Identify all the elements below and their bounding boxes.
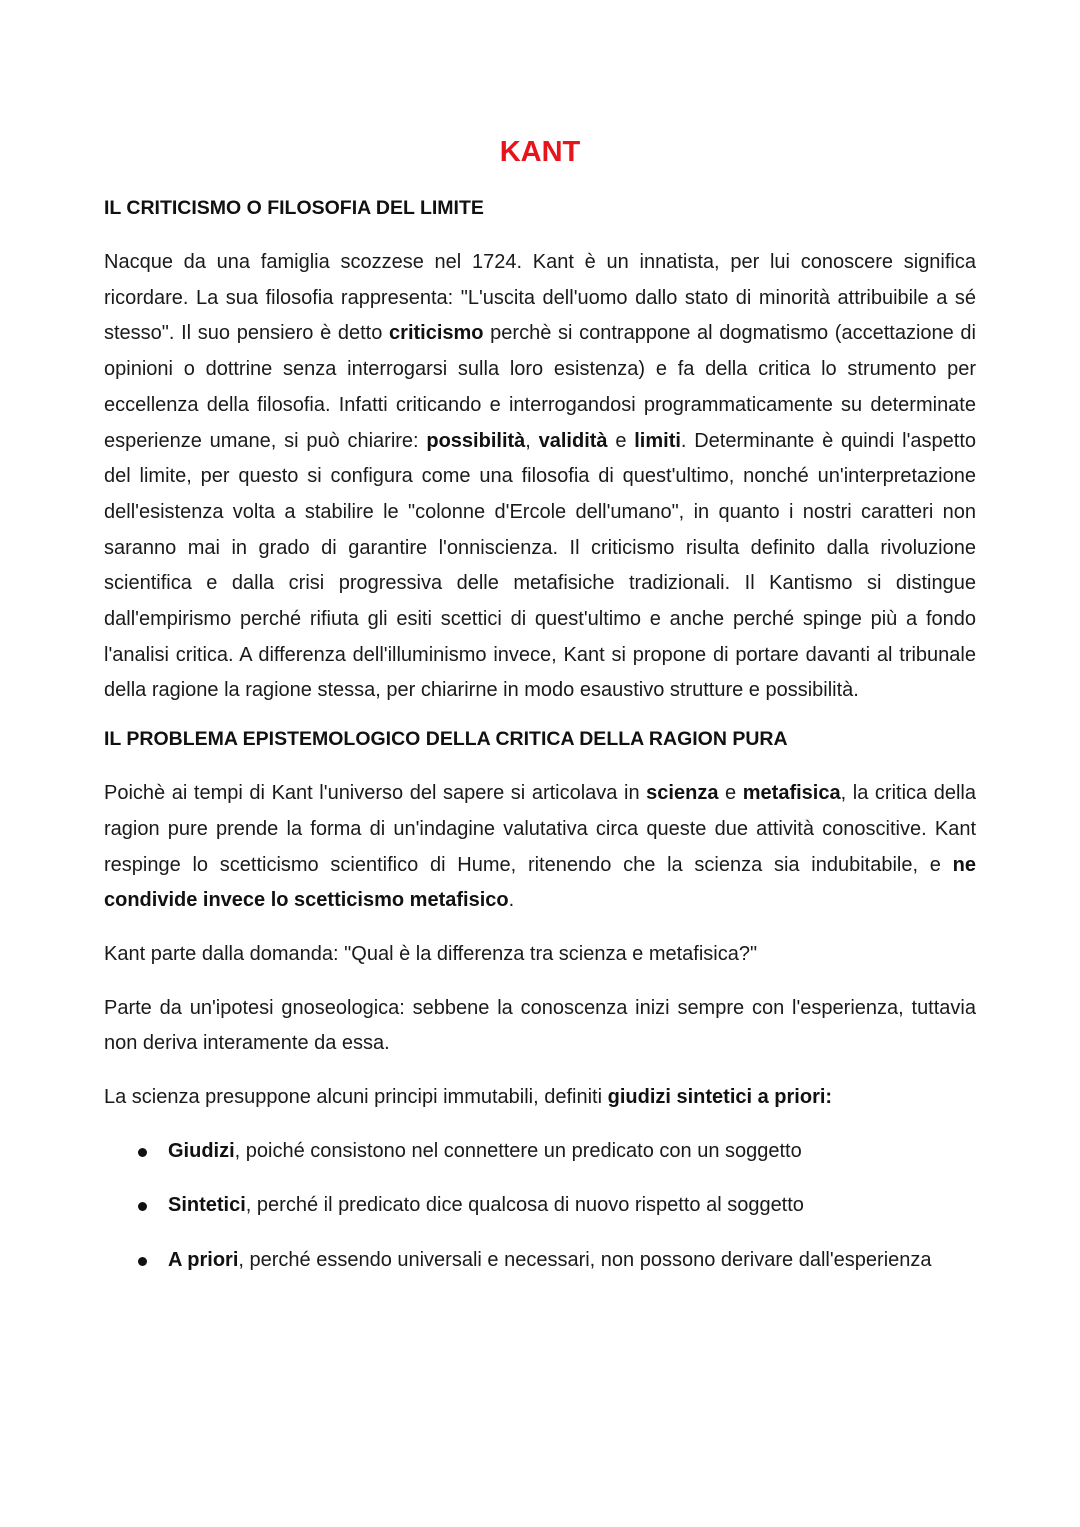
document-page xyxy=(104,132,976,1298)
bullet-text: , perché essendo universali e necessari, non possono derivare dall'esperienza xyxy=(238,1249,932,1272)
text-run: e xyxy=(718,782,743,805)
bullet-term: Giudizi xyxy=(168,1139,235,1162)
bullet-icon xyxy=(138,1257,147,1266)
text-run: e xyxy=(607,429,635,452)
paragraph-domanda: Kant parte dalla domanda: "Qual è la differenza tra scienza e metafisica?" xyxy=(104,942,758,965)
bullet-term: A priori xyxy=(168,1249,239,1272)
section-heading-problema-epistemologico: IL PROBLEMA EPISTEMOLOGICO DELLA CRITICA DELLA RAGION PURA xyxy=(104,728,788,751)
bold-text-run: validità xyxy=(538,429,608,452)
bold-text-run: scienza xyxy=(646,782,719,805)
bold-text-run: ne condivide invece lo scetticismo metafisico xyxy=(104,853,976,912)
text-run: Poichè ai tempi di Kant l'universo del sapere si articolava in xyxy=(104,782,647,805)
list-item-a-priori xyxy=(104,1243,976,1279)
text-run: La scienza presuppone alcuni principi immutabili, definiti xyxy=(104,1086,608,1109)
paragraph-criticismo xyxy=(104,245,976,709)
bold-text-run: metafisica xyxy=(742,782,841,805)
list-item-sintetici xyxy=(104,1188,976,1224)
document-title: KANT xyxy=(499,136,581,168)
bold-text-run: possibilità xyxy=(426,429,526,452)
text-run: , xyxy=(525,429,539,452)
bold-text-run: giudizi sintetici a priori: xyxy=(607,1086,833,1109)
bullet-icon xyxy=(138,1148,147,1157)
paragraph-ipotesi-gnoseologica: Parte da un'ipotesi gnoseologica: sebbene la conoscenza inizi sempre con l'esperienza, tuttavia non deriva interamente da essa. xyxy=(104,996,976,1055)
text-run: . Determinante è quindi l'aspetto del limite, per questo si configura come una filosofia di quest'ultimo, nonché un'interpretazione dell'esistenza volta a stabilire le "colonne d'Ercole dell'umano", in quanto i nostri caratteri non saranno mai in grado di garantire l'onniscienza. Il criticismo risulta definito dalla rivoluzione scientifica e dalla crisi progressiva delle metafisiche tradizionali. Il Kantismo si distingue dall'empirismo perché rifiuta gli esiti scettici di quest'ultimo e anche perché spinge più a fondo l'analisi critica. A differenza dell'illuminismo invece, Kant si propone di portare davanti al tribunale della ragione la ragione stessa, per chiarirne in modo esaustivo strutture e possibilità. xyxy=(104,429,976,702)
bullet-icon xyxy=(138,1202,147,1211)
text-run: Nacque da una famiglia scozzese nel 1724. Kant è un innatista, per lui conoscere significa ricordare. La sua filosofia rappresenta: "L'uscita dell'uomo dallo stato di minorità attribuibile a sé stesso". Il suo pensiero è detto xyxy=(104,251,976,345)
text-run: . xyxy=(508,889,515,912)
text-run: perchè si contrappone al dogmatismo (accettazione di opinioni o dottrine senza interrogarsi sulla loro esistenza) e fa della critica lo strumento per eccellenza della filosofia. Infatti criticando e interrogandosi programmaticamente su determinate esperienze umane, si può chiarire: xyxy=(104,322,976,452)
paragraph-scienza-metafisica xyxy=(104,776,976,919)
section-heading-criticismo: IL CRITICISMO O FILOSOFIA DEL LIMITE xyxy=(104,197,484,219)
bullet-term: Sintetici xyxy=(168,1194,246,1217)
bullet-text: , perché il predicato dice qualcosa di nuovo rispetto al soggetto xyxy=(245,1194,804,1217)
paragraph-giudizi-intro xyxy=(104,1080,976,1116)
bold-text-run: limiti xyxy=(634,429,681,452)
bullet-text: , poiché consistono nel connettere un predicato con un soggetto xyxy=(234,1139,802,1162)
text-run: , la critica della ragion pure prende la forma di un'indagine valutativa circa queste due attività conoscitive. Kant respinge lo scetticismo scientifico di Hume, ritenendo che la scienza sia indubitabile, e xyxy=(104,782,976,876)
giudizi-list xyxy=(104,1134,976,1279)
list-item-giudizi xyxy=(104,1134,976,1170)
bold-text-run: criticismo xyxy=(389,322,484,345)
